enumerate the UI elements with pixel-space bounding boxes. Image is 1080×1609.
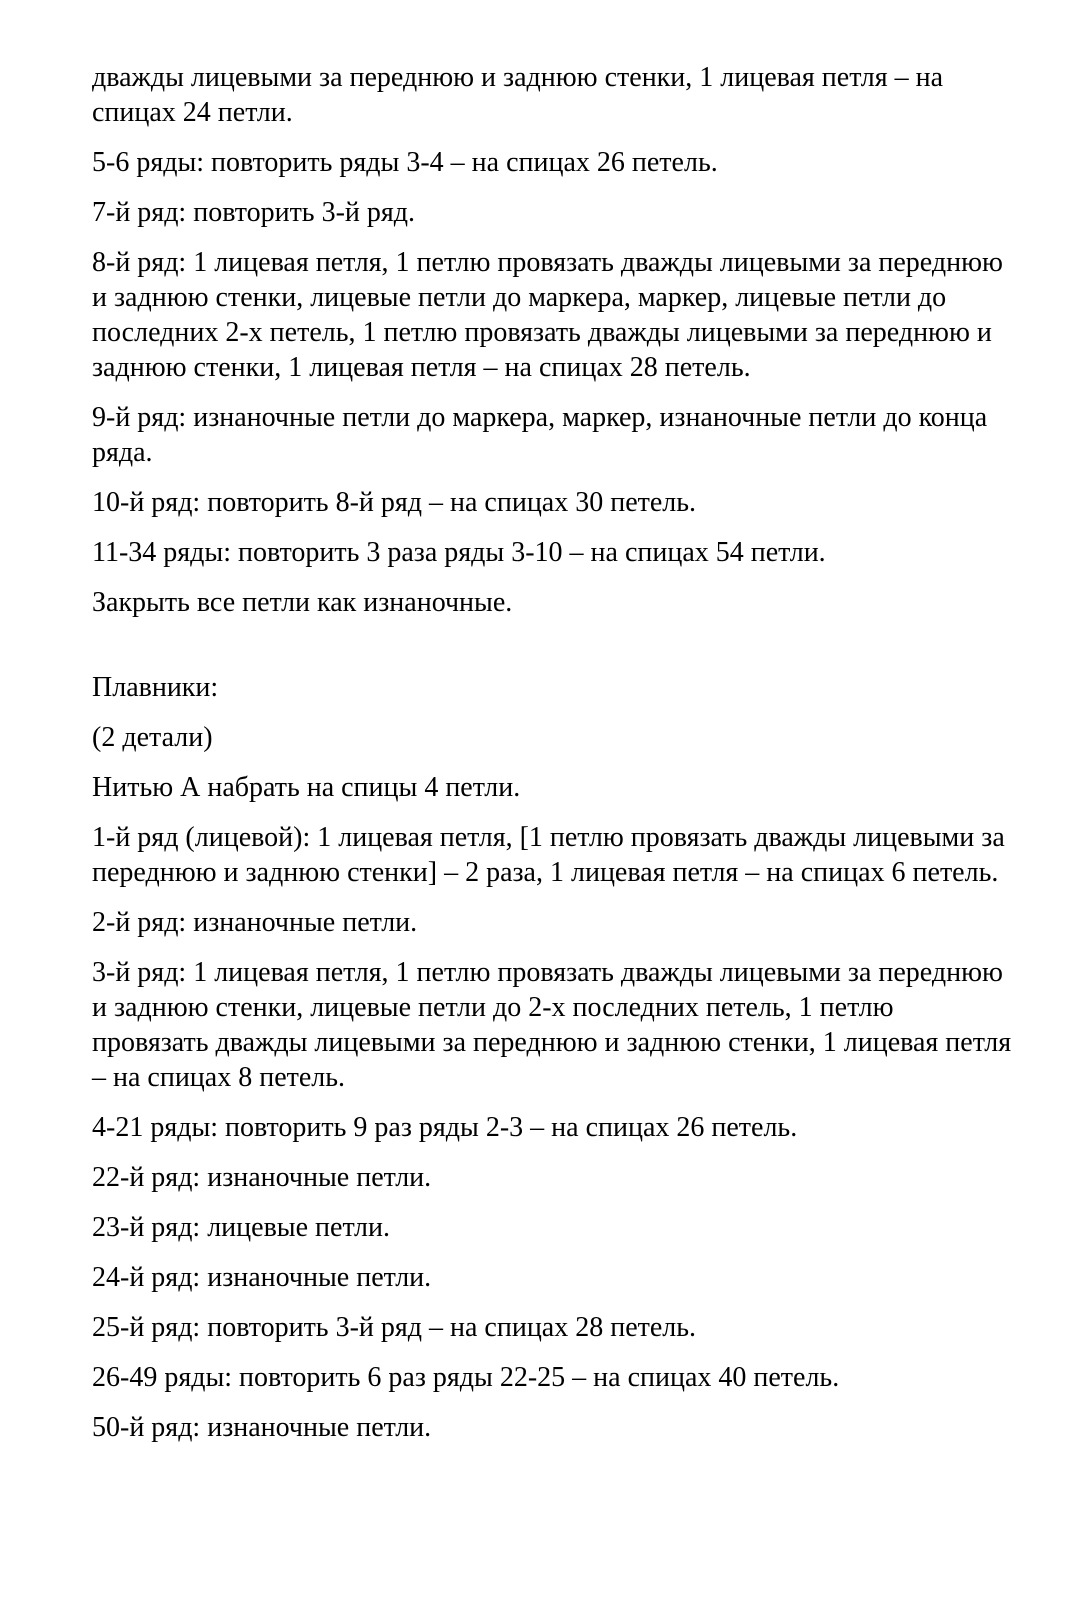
paragraph: 2-й ряд: изнаночные петли. [92, 907, 418, 938]
document-body [92, 60, 1016, 1460]
paragraph: 10-й ряд: повторить 8-й ряд – на спицах 30 петель. [92, 487, 697, 518]
paragraph: 25-й ряд: повторить 3-й ряд – на спицах 28 петель. [92, 1312, 697, 1343]
paragraph: 9-й ряд: изнаночные петли до маркера, маркер, изнаночные петли до конца ряда. [92, 402, 988, 468]
paragraph: 4-21 ряды: повторить 9 раз ряды 2-3 – на спицах 26 петель. [92, 1112, 798, 1143]
paragraph: 3-й ряд: 1 лицевая петля, 1 петлю провязать дважды лицевыми за переднюю и заднюю стенки, лицевые петли до 2-х последних петель, 1 петлю провязать дважды лицевыми за переднюю и заднюю стенки, 1 лицевая петля – на спицах 8 петель. [92, 957, 1012, 1093]
paragraph: 26-49 ряды: повторить 6 раз ряды 22-25 – на спицах 40 петель. [92, 1362, 840, 1393]
paragraph: Плавники: [92, 672, 219, 703]
paragraph: Закрыть все петли как изнаночные. [92, 587, 513, 618]
paragraph: 50-й ряд: изнаночные петли. [92, 1412, 432, 1443]
paragraph: 11-34 ряды: повторить 3 раза ряды 3-10 – на спицах 54 петли. [92, 537, 826, 568]
paragraph: 23-й ряд: лицевые петли. [92, 1212, 390, 1243]
paragraph: 22-й ряд: изнаночные петли. [92, 1162, 432, 1193]
paragraph: 5-6 ряды: повторить ряды 3-4 – на спицах 26 петель. [92, 147, 718, 178]
paragraph: дважды лицевыми за переднюю и заднюю стенки, 1 лицевая петля – на спицах 24 петли. [92, 62, 944, 128]
paragraph: 8-й ряд: 1 лицевая петля, 1 петлю провязать дважды лицевыми за переднюю и заднюю стенки, лицевые петли до маркера, маркер, лицевые петли до последних 2-х петель, 1 петлю провязать дважды лицевыми за переднюю и заднюю стенки, 1 лицевая петля – на спицах 28 петель. [92, 247, 1003, 383]
paragraph: Нитью А набрать на спицы 4 петли. [92, 772, 521, 803]
paragraph: 24-й ряд: изнаночные петли. [92, 1262, 432, 1293]
paragraph: 1-й ряд (лицевой): 1 лицевая петля, [1 петлю провязать дважды лицевыми за переднюю и заднюю стенки] – 2 раза, 1 лицевая петля – на спицах 6 петель. [92, 822, 1005, 888]
paragraph: 7-й ряд: повторить 3-й ряд. [92, 197, 416, 228]
paragraph: (2 детали) [92, 722, 213, 753]
